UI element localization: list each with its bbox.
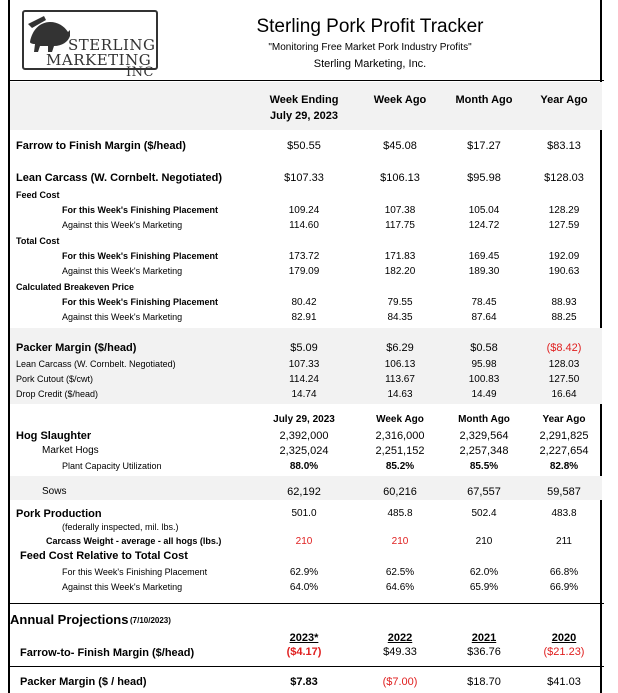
feed-relative-r2-value: 64.6% bbox=[385, 582, 415, 593]
col-year-ago: Year Ago bbox=[540, 94, 588, 106]
capacity-value: 88.0% bbox=[289, 461, 319, 472]
cutout-value: 114.24 bbox=[289, 374, 319, 385]
carcass-weight-value: 210 bbox=[295, 536, 313, 547]
drop-credit-value: 16.64 bbox=[551, 389, 577, 400]
sows-label: Sows bbox=[42, 486, 67, 497]
farrow-value: $83.13 bbox=[547, 140, 581, 152]
carcass-weight-label: Carcass Weight - average - all hogs (lbs.) bbox=[46, 536, 222, 546]
col-week-ago: Week Ago bbox=[373, 94, 427, 106]
total-cost-r1-label: For this Week's Finishing Placement bbox=[62, 251, 219, 261]
feed-relative-r1-value: 66.8% bbox=[549, 567, 579, 578]
capacity-value: 85.5% bbox=[469, 461, 499, 472]
feed-cost-r1-value: 109.24 bbox=[288, 205, 320, 216]
lean-value: $128.03 bbox=[544, 172, 584, 184]
annual-farrow-value-negative: ($21.23) bbox=[543, 646, 585, 658]
feed-cost-r2-label: Against this Week's Marketing bbox=[62, 220, 183, 230]
farrow-value: $17.27 bbox=[467, 140, 501, 152]
lean-value: $95.98 bbox=[467, 172, 501, 184]
capacity-value: 85.2% bbox=[385, 461, 415, 472]
breakeven-label: Calculated Breakeven Price bbox=[16, 282, 135, 292]
annual-farrow-label: Farrow-to- Finish Margin ($/head) bbox=[20, 647, 195, 659]
pork-production-label: Pork Production bbox=[16, 508, 102, 520]
pig-silhouette-icon bbox=[26, 12, 72, 54]
carcass-weight-value: 210 bbox=[475, 536, 493, 547]
annual-packer-value: $18.70 bbox=[467, 676, 501, 688]
fed-inspected-note: (federally inspected, mil. lbs.) bbox=[62, 522, 179, 532]
total-cost-r1-value: 171.83 bbox=[384, 251, 416, 262]
breakeven-r2-value: 87.64 bbox=[471, 312, 497, 323]
packer-lean-value: 128.03 bbox=[548, 359, 580, 370]
market-hogs-value: 2,251,152 bbox=[375, 445, 425, 457]
feed-cost-r2-value: 114.60 bbox=[289, 220, 319, 231]
sows-value: 62,192 bbox=[287, 486, 321, 498]
hog-slaughter-value: 2,329,564 bbox=[459, 430, 509, 442]
logo-line-1: STERLING bbox=[68, 36, 156, 54]
annual-year: 2021 bbox=[471, 632, 497, 644]
feed-cost-r2-value: 124.72 bbox=[468, 220, 500, 231]
feed-relative-r2-label: Against this Week's Marketing bbox=[62, 582, 183, 592]
feed-cost-r2-value: 127.59 bbox=[548, 220, 580, 231]
page-subtitle: "Monitoring Free Market Pork Industry Profits" bbox=[268, 42, 472, 53]
packer-label: Packer Margin ($/head) bbox=[16, 342, 137, 354]
capacity-label: Plant Capacity Utilization bbox=[62, 461, 162, 471]
drop-credit-value: 14.63 bbox=[387, 389, 413, 400]
breakeven-r2-value: 82.91 bbox=[291, 312, 317, 323]
header-divider bbox=[8, 80, 604, 81]
col-week-ending-date: July 29, 2023 bbox=[270, 110, 338, 122]
pork-production-value: 485.8 bbox=[387, 508, 413, 519]
slaughter-col-date: July 29, 2023 bbox=[273, 414, 335, 425]
hog-slaughter-value: 2,316,000 bbox=[375, 430, 425, 442]
drop-credit-label: Drop Credit ($/head) bbox=[16, 389, 99, 399]
annual-packer-value-negative: ($7.00) bbox=[382, 676, 418, 688]
packer-value: $5.09 bbox=[290, 342, 318, 354]
cutout-value: 113.67 bbox=[385, 374, 415, 385]
breakeven-r1-value: 88.93 bbox=[551, 297, 577, 308]
feed-relative-r1-value: 62.9% bbox=[289, 567, 319, 578]
market-hogs-label: Market Hogs bbox=[42, 445, 99, 456]
annual-divider bbox=[8, 666, 604, 667]
sows-value: 67,557 bbox=[467, 486, 501, 498]
page-title: Sterling Pork Profit Tracker bbox=[256, 16, 484, 37]
slaughter-col-week-ago: Week Ago bbox=[376, 414, 424, 425]
hog-slaughter-value: 2,291,825 bbox=[539, 430, 589, 442]
feed-cost-r1-value: 105.04 bbox=[468, 205, 500, 216]
section-divider bbox=[8, 603, 604, 604]
total-cost-r2-value: 182.20 bbox=[384, 266, 416, 277]
total-cost-label: Total Cost bbox=[16, 236, 60, 246]
feed-relative-r1-value: 62.0% bbox=[469, 567, 499, 578]
hog-slaughter-label: Hog Slaughter bbox=[16, 430, 92, 442]
feed-relative-r1-label: For this Week's Finishing Placement bbox=[62, 567, 208, 577]
annual-packer-label: Packer Margin ($ / head) bbox=[20, 676, 147, 688]
annual-farrow-value: $36.76 bbox=[467, 646, 501, 658]
feed-cost-r1-label: For this Week's Finishing Placement bbox=[62, 205, 219, 215]
feed-relative-r2-value: 66.9% bbox=[549, 582, 579, 593]
breakeven-r1-label: For this Week's Finishing Placement bbox=[62, 297, 219, 307]
lean-value: $107.33 bbox=[284, 172, 324, 184]
pork-production-value: 502.4 bbox=[471, 508, 497, 519]
feed-cost-r2-value: 117.75 bbox=[385, 220, 415, 231]
market-hogs-value: 2,257,348 bbox=[459, 445, 509, 457]
breakeven-r2-label: Against this Week's Marketing bbox=[62, 312, 183, 322]
band-column-headers bbox=[10, 82, 602, 130]
sows-value: 60,216 bbox=[383, 486, 417, 498]
packer-value: $6.29 bbox=[386, 342, 414, 354]
feed-relative-r1-value: 62.5% bbox=[385, 567, 415, 578]
total-cost-r1-value: 169.45 bbox=[468, 251, 500, 262]
feed-relative-label: Feed Cost Relative to Total Cost bbox=[20, 550, 188, 562]
feed-cost-label: Feed Cost bbox=[16, 190, 60, 200]
col-month-ago: Month Ago bbox=[455, 94, 513, 106]
packer-lean-label: Lean Carcass (W. Cornbelt. Negotiated) bbox=[16, 359, 176, 369]
total-cost-r2-label: Against this Week's Marketing bbox=[62, 266, 183, 276]
carcass-weight-value: 211 bbox=[556, 536, 572, 547]
annual-farrow-value-negative: ($4.17) bbox=[286, 646, 322, 658]
annual-label: Annual Projections bbox=[10, 612, 129, 627]
market-hogs-value: 2,325,024 bbox=[279, 445, 329, 457]
logo-line-2: MARKETING bbox=[46, 51, 152, 69]
capacity-value: 82.8% bbox=[549, 461, 579, 472]
packer-lean-value: 107.33 bbox=[288, 359, 320, 370]
feed-cost-r1-value: 107.38 bbox=[384, 205, 416, 216]
pork-production-value: 483.8 bbox=[551, 508, 577, 519]
hog-slaughter-value: 2,392,000 bbox=[279, 430, 329, 442]
annual-year: 2022 bbox=[387, 632, 413, 644]
annual-packer-value: $41.03 bbox=[547, 676, 581, 688]
carcass-weight-value: 210 bbox=[391, 536, 409, 547]
breakeven-r1-value: 78.45 bbox=[471, 297, 497, 308]
farrow-value: $45.08 bbox=[383, 140, 417, 152]
lean-label: Lean Carcass (W. Cornbelt. Negotiated) bbox=[16, 172, 222, 184]
cutout-value: 100.83 bbox=[468, 374, 500, 385]
sterling-logo bbox=[18, 6, 168, 80]
feed-relative-r2-value: 65.9% bbox=[469, 582, 499, 593]
breakeven-r2-value: 84.35 bbox=[387, 312, 413, 323]
breakeven-r1-value: 80.42 bbox=[291, 297, 317, 308]
cutout-label: Pork Cutout ($/cwt) bbox=[16, 374, 94, 384]
farrow-value: $50.55 bbox=[287, 140, 321, 152]
feed-relative-r2-value: 64.0% bbox=[289, 582, 319, 593]
total-cost-r2-value: 179.09 bbox=[288, 266, 320, 277]
slaughter-col-month-ago: Month Ago bbox=[458, 414, 510, 425]
drop-credit-value: 14.49 bbox=[471, 389, 497, 400]
total-cost-r1-value: 192.09 bbox=[548, 251, 580, 262]
annual-year: 2023* bbox=[289, 632, 319, 644]
lean-value: $106.13 bbox=[380, 172, 420, 184]
drop-credit-value: 14.74 bbox=[291, 389, 317, 400]
farrow-label: Farrow to Finish Margin ($/head) bbox=[16, 140, 186, 152]
company-name: Sterling Marketing, Inc. bbox=[313, 58, 427, 70]
annual-date: (7/10/2023) bbox=[130, 616, 171, 625]
total-cost-r2-value: 189.30 bbox=[468, 266, 500, 277]
annual-farrow-value: $49.33 bbox=[383, 646, 417, 658]
annual-year: 2020 bbox=[551, 632, 577, 644]
packer-value: $0.58 bbox=[470, 342, 498, 354]
total-cost-r1-value: 173.72 bbox=[288, 251, 320, 262]
feed-cost-r1-value: 128.29 bbox=[548, 205, 580, 216]
breakeven-r2-value: 88.25 bbox=[551, 312, 577, 323]
packer-value-negative: ($8.42) bbox=[546, 342, 582, 354]
sows-value: 59,587 bbox=[547, 486, 581, 498]
col-week-ending: Week Ending bbox=[269, 94, 339, 106]
annual-packer-value: $7.83 bbox=[290, 676, 318, 688]
pork-production-value: 501.0 bbox=[291, 508, 317, 519]
slaughter-col-year-ago: Year Ago bbox=[542, 414, 586, 425]
market-hogs-value: 2,227,654 bbox=[539, 445, 589, 457]
logo-line-3: INC bbox=[126, 65, 154, 80]
total-cost-r2-value: 190.63 bbox=[548, 266, 580, 277]
breakeven-r1-value: 79.55 bbox=[387, 297, 413, 308]
packer-lean-value: 106.13 bbox=[384, 359, 416, 370]
cutout-value: 127.50 bbox=[548, 374, 580, 385]
packer-lean-value: 95.98 bbox=[471, 359, 497, 370]
